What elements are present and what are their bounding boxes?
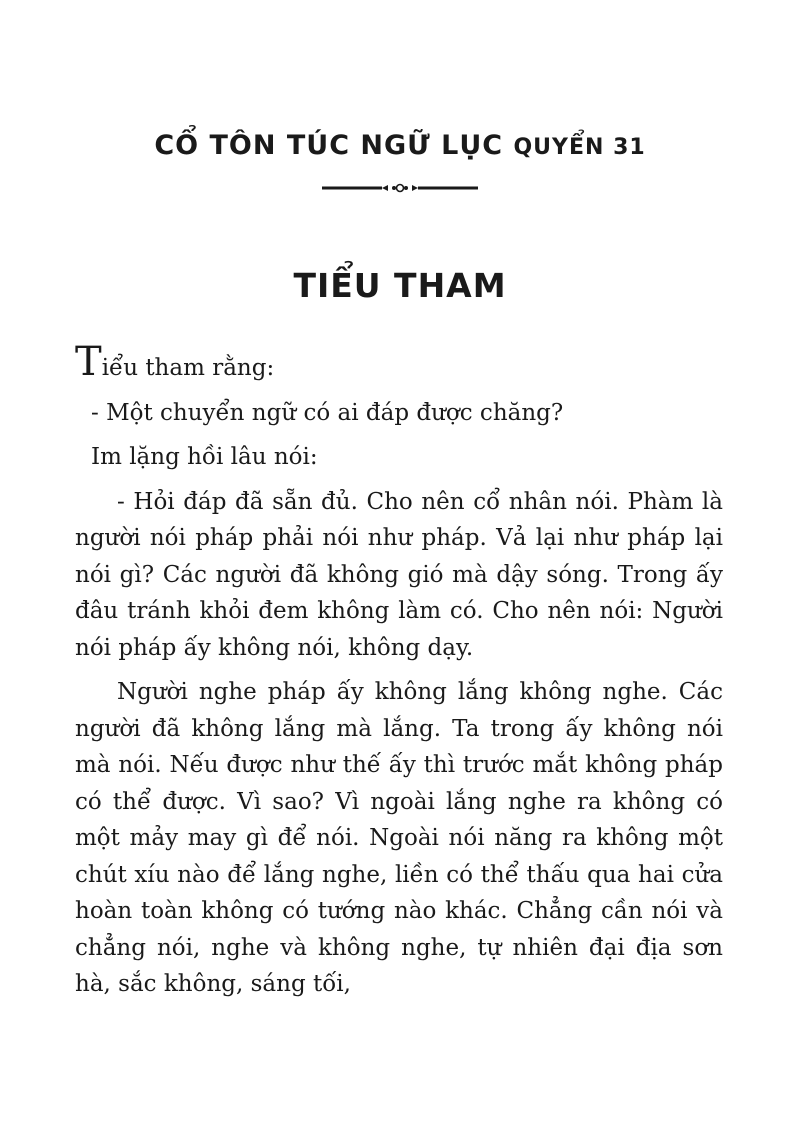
body-text: [75, 339, 723, 1003]
running-header: [0, 130, 800, 161]
ornament-divider-icon: [320, 180, 480, 196]
volume-label: QUYỂN 31: [513, 135, 646, 160]
book-title: CỔ TÔN TÚC NGỮ LỤC: [154, 130, 504, 161]
paragraph-5: Người nghe pháp ấy không lắng không nghe. Các người đã không lắng mà lắng. Ta trong ấy không nói mà nói. Nếu được như thế ấy thì trước mắt không pháp có thể được. Vì sao? Vì ngoài lắng nghe ra không có một mảy may gì để nói. Ngoài nói năng ra không một chút xíu nào để lắng nghe, liền có thể thấu qua hai cửa hoàn toàn không có tướng nào khác. Chẳng cần nói và chẳng nói, nghe và không nghe, tự nhiên đại địa sơn hà, sắc không, sáng tối,: [75, 679, 723, 997]
paragraph-2: - Một chuyển ngữ có ai đáp được chăng?: [91, 399, 564, 426]
paragraph-4: - Hỏi đáp đã sẵn đủ. Cho nên cổ nhân nói. Phàm là người nói pháp phải nói như pháp. Vả lại như pháp lại nói gì? Các người đã không gió mà dậy sóng. Trong ấy đâu tránh khỏi đem không làm có. Cho nên nói: Người nói pháp ấy không nói, không dạy.: [75, 488, 723, 661]
paragraph-1-text: iểu tham rằng:: [101, 355, 275, 381]
paragraph-1: [75, 339, 723, 387]
chapter-title: TIỂU THAM: [293, 266, 507, 305]
paragraph-3: Im lặng hồi lâu nói:: [91, 444, 318, 470]
drop-cap: T: [75, 339, 102, 385]
